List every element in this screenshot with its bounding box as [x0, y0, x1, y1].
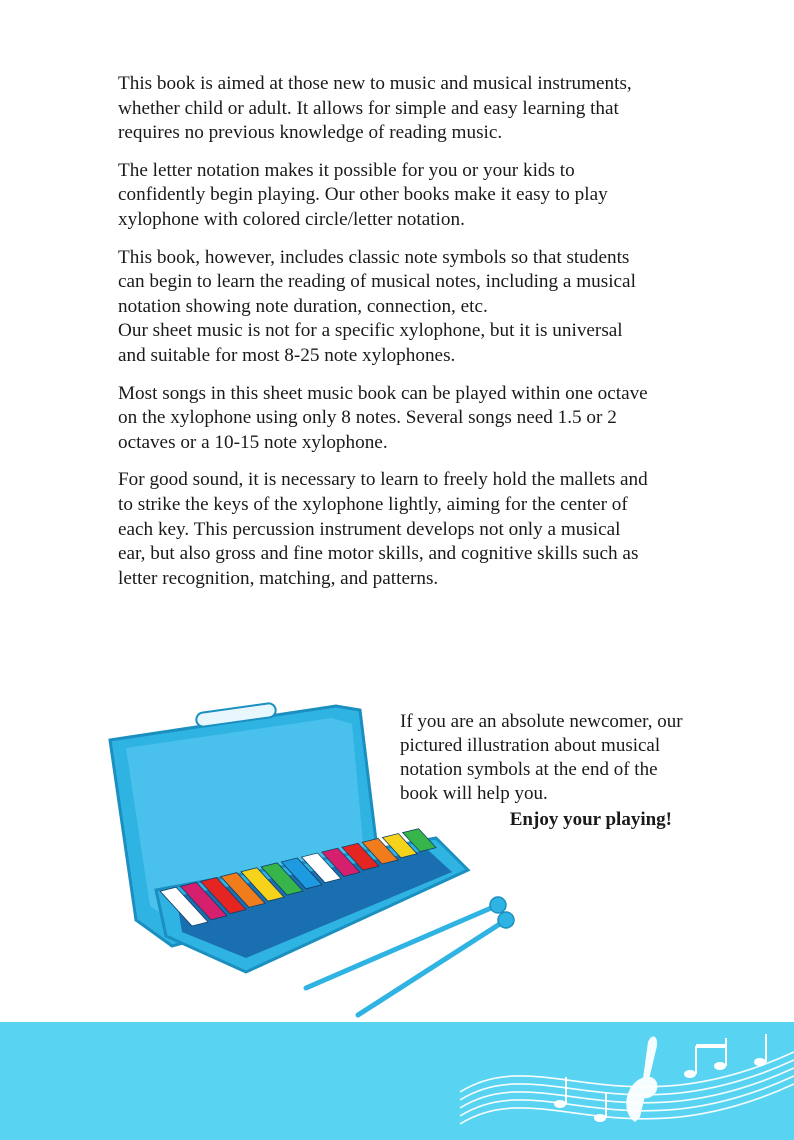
paragraph-universal: Our sheet music is not for a specific xylophone, but it is universal and suitable for most 8-25 note xylophones.	[118, 320, 623, 366]
treble-clef-icon	[626, 1036, 657, 1122]
body-text	[118, 72, 648, 604]
newcomer-text: If you are an absolute newcomer, our pictured illustration about musical notation symbols at the end of the book will help you.	[400, 711, 683, 804]
newcomer-note	[400, 710, 700, 832]
mallet-head	[490, 897, 506, 913]
footer-band	[0, 1022, 794, 1140]
music-note-icon	[754, 1058, 766, 1066]
music-note-icon	[554, 1100, 566, 1108]
music-note-icon	[714, 1062, 726, 1070]
music-notes-decoration	[0, 1022, 794, 1140]
paragraph-good-sound: For good sound, it is necessary to learn to freely hold the mallets and to strike the keys of the xylophone lightly, aiming for the center of each key. This percussion instrument develops not only a musical ear, but also gross and fine motor skills, and cognitive skills such as letter recognition, matching, and patterns.	[118, 469, 648, 589]
paragraph-letter-notation: The letter notation makes it possible for you or your kids to confidently begin playing. Our other books make it easy to play xylophone with colored circle/letter notation.	[118, 159, 608, 230]
mallet-head	[498, 912, 514, 928]
enjoy-playing-text: Enjoy your playing!	[509, 809, 672, 830]
paragraph-note-symbols: This book, however, includes classic note symbols so that students can begin to learn the reading of musical notes, including a musical notation showing note duration, connection, etc.	[118, 246, 636, 317]
music-note-icon	[684, 1070, 696, 1078]
music-note-icon	[594, 1114, 606, 1122]
paragraph-octave: Most songs in this sheet music book can be played within one octave on the xylophone using only 8 notes. Several songs need 1.5 or 2 octaves or a 10-15 note xylophone.	[118, 382, 648, 453]
paragraph-intro: This book is aimed at those new to music and musical instruments, whether child or adult. It allows for simple and easy learning that requires no previous knowledge of reading music.	[118, 73, 632, 144]
